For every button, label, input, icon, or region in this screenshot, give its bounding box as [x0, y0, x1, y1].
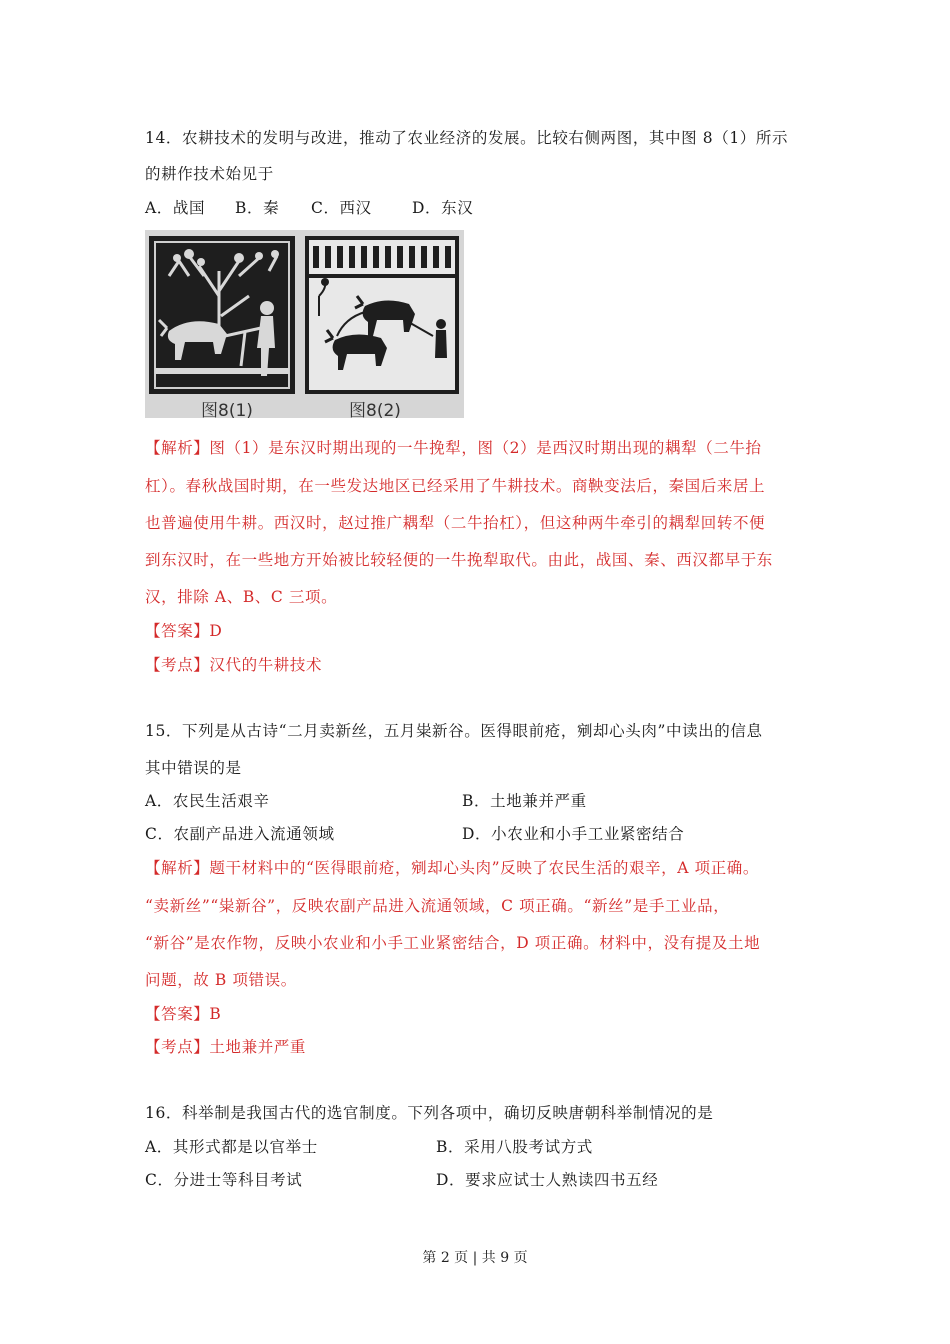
q15-analysis-line4: 问题，故 B 项错误。 — [145, 971, 297, 989]
q14-stem-line2: 的耕作技术始见于 — [145, 165, 274, 183]
plowing-figure — [145, 230, 464, 421]
figure-8-1-caption: 图8(1) — [201, 401, 253, 421]
q16-option-a: A．其形式都是以官举士 — [145, 1138, 318, 1156]
q15-analysis-line1: 【解析】题干材料中的“医得眼前疮，剜却心头肉”反映了农民生活的艰辛，A 项正确。 — [145, 859, 759, 877]
q14-option-b: B．秦 — [235, 199, 280, 217]
q16-option-c: C．分进士等科目考试 — [145, 1171, 303, 1189]
q15-answer: 【答案】B — [145, 1005, 222, 1023]
q15-stem-line2: 其中错误的是 — [145, 759, 242, 777]
q15-option-a: A．农民生活艰辛 — [145, 792, 270, 810]
q14-option-a: A．战国 — [145, 199, 206, 217]
figure-8-2-image — [305, 236, 459, 394]
q14-option-c: C．西汉 — [311, 199, 372, 217]
q14-analysis-line1: 【解析】图（1）是东汉时期出现的一牛挽犁，图（2）是西汉时期出现的耦犁（二牛抬 — [145, 439, 762, 457]
q14-answer: 【答案】D — [145, 622, 223, 640]
figure-8-1-image — [149, 236, 295, 394]
q15-option-d: D．小农业和小手工业紧密结合 — [462, 825, 685, 843]
q14-point: 【考点】汉代的牛耕技术 — [145, 656, 323, 674]
q15-point: 【考点】土地兼并严重 — [145, 1038, 307, 1056]
q15-option-c: C．农副产品进入流通领域 — [145, 825, 335, 843]
q16-option-b: B．采用八股考试方式 — [436, 1138, 593, 1156]
q16-option-d: D．要求应试士人熟读四书五经 — [436, 1171, 659, 1189]
q15-stem-line1: 15．下列是从古诗“二月卖新丝，五月粜新谷。医得眼前疮，剜却心头肉”中读出的信息 — [145, 722, 763, 740]
q15-option-b: B．土地兼并严重 — [462, 792, 587, 810]
q15-analysis-line2: “卖新丝”“粜新谷”，反映农副产品进入流通领域，C 项正确。“新丝”是手工业品， — [145, 897, 730, 915]
q14-option-d: D．东汉 — [412, 199, 474, 217]
q14-analysis-line5: 汉，排除 A、B、C 三项。 — [145, 588, 338, 606]
page-footer: 第 2 页 | 共 9 页 — [422, 1250, 528, 1266]
q14-analysis-line3: 也普遍使用牛耕。西汉时，赵过推广耦犁（二牛抬杠），但这种两牛牵引的耦犁回转不便 — [145, 514, 766, 532]
q14-analysis-line4: 到东汉时，在一些地方开始被比较轻便的一牛挽犁取代。由此，战国、秦、西汉都早于东 — [145, 551, 773, 569]
figure-8-2-caption: 图8(2) — [349, 401, 401, 421]
q14-analysis-line2: 杠）。春秋战国时期，在一些发达地区已经采用了牛耕技术。商鞅变法后，秦国后来居上 — [145, 477, 766, 495]
q14-stem-line1: 14．农耕技术的发明与改进，推动了农业经济的发展。比较右侧两图，其中图 8（1）所示 — [145, 129, 789, 147]
q15-analysis-line3: “新谷”是农作物，反映小农业和小手工业紧密结合，D 项正确。材料中，没有提及土地 — [145, 934, 761, 952]
q16-stem-line1: 16．科举制是我国古代的选官制度。下列各项中，确切反映唐朝科举制情况的是 — [145, 1104, 714, 1122]
